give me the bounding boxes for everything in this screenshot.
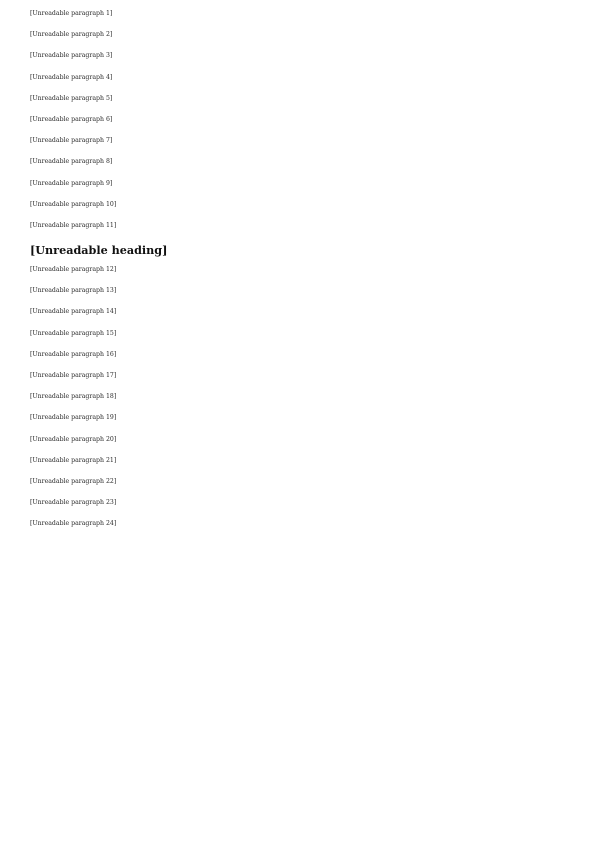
paragraph: [Unreadable paragraph 1] (30, 10, 113, 17)
list-item: [Unreadable paragraph 17] (30, 372, 117, 379)
list-item: [Unreadable paragraph 20] (30, 435, 117, 443)
list-item: [Unreadable paragraph 24] (30, 520, 117, 528)
list-item: [Unreadable paragraph 14] (30, 308, 117, 316)
list-item: [Unreadable paragraph 13] (30, 287, 117, 295)
list-item: [Unreadable paragraph 4] (30, 73, 113, 81)
paragraph: [Unreadable paragraph 23] (30, 499, 117, 507)
list-item: [Unreadable paragraph 6] (30, 115, 113, 123)
paragraph: [Unreadable paragraph 12] (30, 266, 117, 274)
article-body-top (30, 10, 565, 231)
paragraph: [Unreadable paragraph 3] (30, 52, 113, 60)
paragraph: [Unreadable paragraph 9] (30, 179, 113, 187)
paragraph: [Unreadable paragraph 11] (30, 221, 117, 229)
list-item: [Unreadable paragraph 5] (30, 94, 113, 102)
list-item: [Unreadable paragraph 15] (30, 329, 117, 337)
paragraph: [Unreadable paragraph 2] (30, 31, 113, 39)
section-heading: [Unreadable heading] (30, 243, 168, 258)
article-body-bottom (30, 266, 565, 529)
paragraph: [Unreadable paragraph 19] (30, 414, 117, 422)
list-item: [Unreadable paragraph 16] (30, 350, 117, 358)
paragraph: [Unreadable paragraph 18] (30, 393, 117, 401)
list-item: [Unreadable paragraph 22] (30, 477, 117, 485)
paragraph: [Unreadable paragraph 8] (30, 158, 113, 166)
paragraph: [Unreadable paragraph 10] (30, 200, 117, 208)
paragraph: [Unreadable paragraph 21] (30, 456, 117, 464)
list-item: [Unreadable paragraph 7] (30, 137, 113, 145)
